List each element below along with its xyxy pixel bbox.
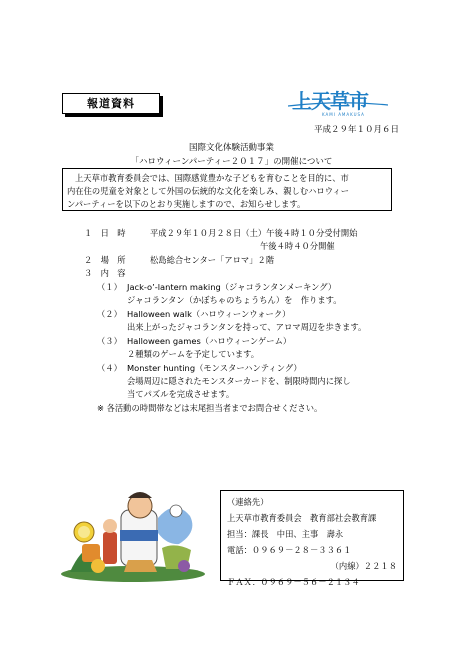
item-title: Halloween games（ハロウィーンゲーム） — [127, 336, 292, 346]
item-title: Monster hunting（モンスターハンティング） — [127, 363, 302, 373]
item-number: （２） — [97, 309, 122, 319]
contact-person: 担当：課長 中田、主事 壽永 — [227, 529, 344, 539]
item-number: （１） — [97, 282, 122, 292]
press-release-label: 報道資料 — [62, 93, 160, 114]
contact-extension: （内線）２２１８ — [330, 561, 397, 571]
content-label: ３ 内 容 — [84, 268, 126, 278]
document-title-line2: 「ハロウィーンパーティー２０１７」の開催について — [130, 157, 333, 167]
release-date: 平成２９年１０月６日 — [313, 125, 399, 135]
item-number: （４） — [97, 363, 122, 373]
logo-swoosh-icon — [288, 102, 388, 108]
item-number: （３） — [97, 336, 122, 346]
intro-line: ンパーティーを以下のとおり実施しますので、お知らせします。 — [67, 199, 306, 209]
city-logo-text: 上天草市 — [292, 89, 368, 113]
place-label: ２ 場 所 — [84, 255, 126, 265]
intro-line: 内在住の児童を対象として外国の伝統的な文化を楽しみ、親しむハロウィー — [67, 186, 350, 196]
datetime-label: １ 日 時 — [84, 228, 126, 238]
city-logo-roman: KAMI AMAKUSA — [322, 112, 365, 117]
contact-title: （連絡先） — [227, 497, 269, 507]
item-description: ２種類のゲームを予定しています。 — [127, 349, 260, 359]
item-title: Jack-o’-lantern making（ジャコランタンメーキング） — [127, 282, 337, 292]
city-logo — [292, 90, 392, 120]
item-description: ジャコランタン（かぼちゃのちょうちん）を 作ります。 — [127, 295, 342, 305]
intro-box — [62, 168, 392, 211]
item-description: 出来上がったジャコランタンを持って、アロマ周辺を歩きます。 — [127, 322, 367, 332]
datetime-value: 平成２９年１０月２８日（土）午後４時１０分受付開始 — [150, 228, 358, 238]
contact-organization: 上天草市教育委員会 教育部社会教育課 — [227, 513, 377, 523]
item-description: 会場周辺に隠されたモンスターカードを、制限時間内に探し — [127, 376, 351, 386]
inquiry-note: ※ 各活動の時間帯などは末尾担当者までお問合せください。 — [97, 403, 323, 413]
contact-box — [220, 490, 404, 587]
contact-fax: ＦＡＸ：０９６９－５６－２１３４ — [227, 577, 360, 587]
item-title: Halloween walk（ハロウィーンウォーク） — [127, 309, 291, 319]
intro-line: 上天草市教育委員会では、国際感覚豊かな子どもを育むことを目的に、市 — [75, 173, 349, 183]
item-description: 当てパズルを完成させます。 — [127, 389, 235, 399]
document-title-line1: 国際文化体験活動事業 — [188, 143, 274, 153]
mascot-illustration-icon — [58, 488, 208, 584]
place-value: 松島総合センター「アロマ」２階 — [150, 255, 275, 265]
datetime-value2: 午後４時４０分開催 — [260, 241, 335, 251]
contact-phone: 電話：０９６９－２８－３３６１ — [227, 545, 352, 555]
